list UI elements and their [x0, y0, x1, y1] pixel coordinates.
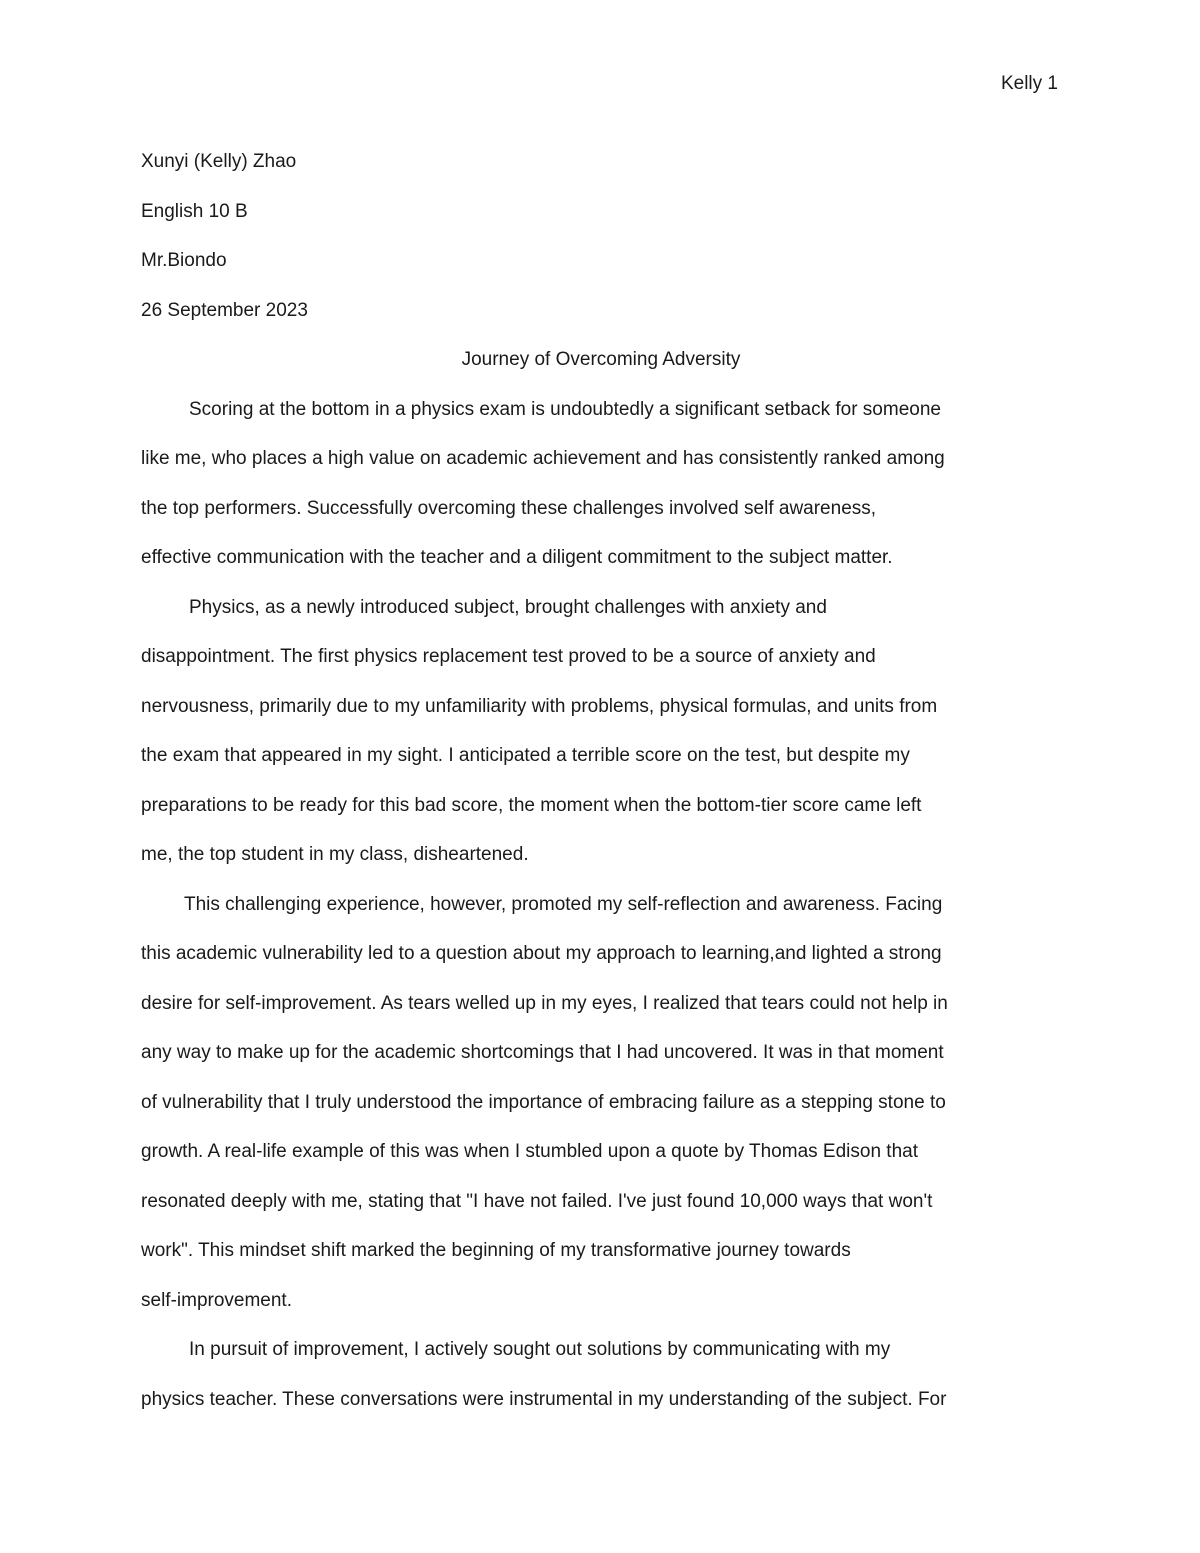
essay-date: 26 September 2023: [141, 299, 308, 321]
instructor-name: Mr.Biondo: [141, 250, 227, 271]
paragraph-line: preparations to be ready for this bad score, the moment when the bottom-tier score came left: [141, 794, 922, 816]
paragraph-line: me, the top student in my class, disheartened.: [141, 844, 529, 865]
student-name: Xunyi (Kelly) Zhao: [141, 151, 297, 172]
paragraph-2: [141, 583, 1061, 880]
paragraph-line: this academic vulnerability led to a question about my approach to learning,and lighted a strong: [141, 943, 942, 964]
running-head: Kelly 1: [1000, 73, 1058, 94]
paragraph-line: Physics, as a newly introduced subject, brought challenges with anxiety and: [189, 596, 827, 618]
paragraph-3: [141, 880, 1061, 1326]
essay-body: [141, 137, 1061, 1424]
paragraph-line: disappointment. The first physics replacement test proved to be a source of anxiety and: [141, 646, 876, 667]
paragraph-line: work". This mindset shift marked the beginning of my transformative journey towards: [141, 1240, 851, 1261]
paragraph-line: nervousness, primarily due to my unfamiliarity with problems, physical formulas, and units from: [141, 695, 938, 717]
paragraph-line: the top performers. Successfully overcoming these challenges involved self awareness,: [141, 497, 877, 519]
paragraph-line: desire for self-improvement. As tears welled up in my eyes, I realized that tears could not help in: [141, 992, 948, 1014]
course-name: English 10 B: [141, 200, 248, 222]
paragraph-line: effective communication with the teacher and a diligent commitment to the subject matter.: [141, 547, 893, 568]
paragraph-line: growth. A real-life example of this was when I stumbled upon a quote by Thomas Edison that: [141, 1141, 918, 1162]
paragraph-line: resonated deeply with me, stating that "I have not failed. I've just found 10,000 ways that won't: [141, 1190, 933, 1212]
paragraph-line: self-improvement.: [141, 1289, 292, 1311]
paragraph-1: [141, 385, 1061, 583]
paragraph-line: like me, who places a high value on academic achievement and has consistently ranked among: [141, 448, 945, 469]
paragraph-line: In pursuit of improvement, I actively sought out solutions by communicating with my: [189, 1339, 891, 1360]
paragraph-line: Scoring at the bottom in a physics exam is undoubtedly a significant setback for someone: [189, 398, 941, 420]
paragraph-4: [141, 1325, 1061, 1424]
paragraph-line: physics teacher. These conversations were instrumental in my understanding of the subject. For: [141, 1388, 947, 1410]
essay-title: Journey of Overcoming Adversity: [461, 349, 741, 370]
paragraph-line: of vulnerability that I truly understood the importance of embracing failure as a stepping stone to: [141, 1091, 946, 1113]
paragraph-line: any way to make up for the academic shortcomings that I had uncovered. It was in that moment: [141, 1042, 944, 1063]
paragraph-line: This challenging experience, however, promoted my self-reflection and awareness. Facing: [184, 893, 943, 915]
paragraph-line: the exam that appeared in my sight. I anticipated a terrible score on the test, but despite my: [141, 745, 910, 766]
